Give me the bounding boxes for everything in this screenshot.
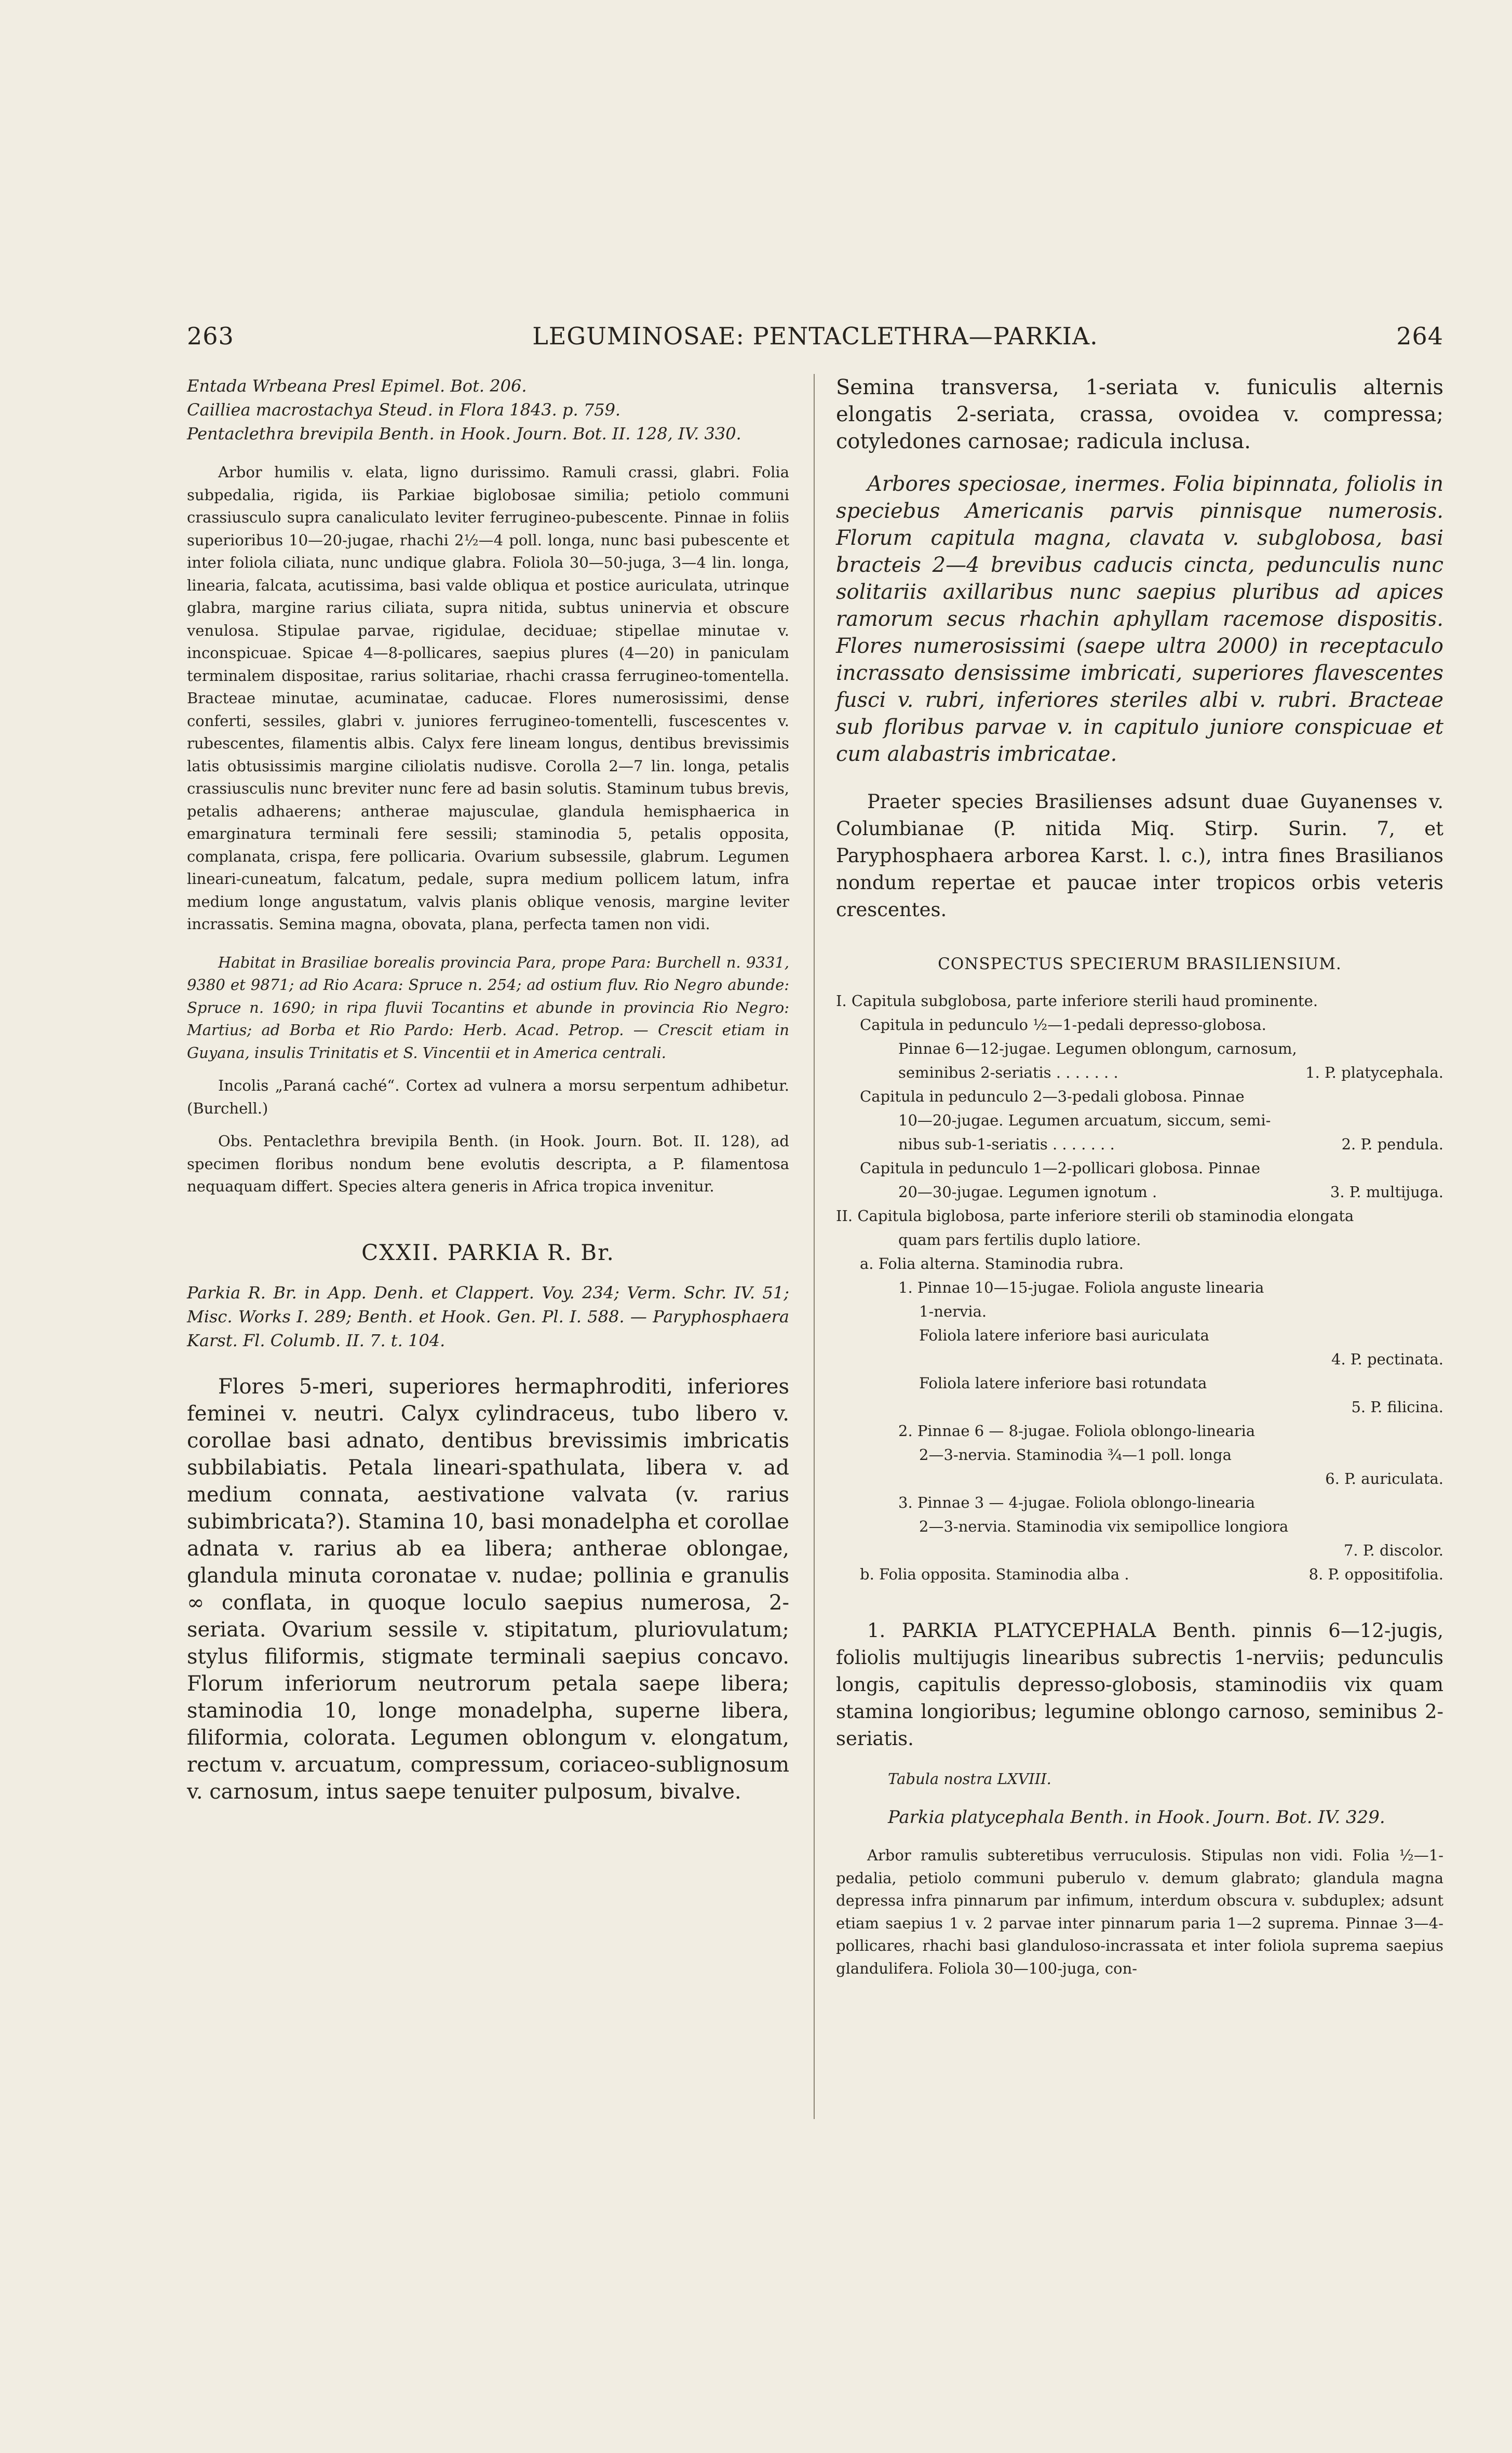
species-synonym: Parkia platycephala Benth. in Hook. Journ. Bot. IV. 329. <box>888 1806 1385 1828</box>
key-row <box>836 1084 1443 1108</box>
synonym-entry: Pentaclethra brevipila Benth. in Hook. Journ. Bot. II. 128, IV. 330. <box>187 424 741 444</box>
key-row <box>836 1514 1443 1538</box>
key-species-name: 7. P. discolor. <box>1343 1541 1443 1559</box>
key-species-name: 1. P. platycephala. <box>1305 1064 1443 1081</box>
plate-reference: Tabula nostra LXVIII. <box>888 1770 1051 1788</box>
key-text: Pinnae 6—12-jugae. Legumen oblongum, carnosum, <box>898 1040 1297 1057</box>
key-text: 2. Pinnae 6 — 8-jugae. Foliola oblongo-linearia <box>898 1422 1256 1440</box>
synonym-entry: Entada Wrbeana Presl Epimel. Bot. 206. <box>187 376 527 396</box>
key-text: 10—20-jugae. Legumen arcuatum, siccum, semi- <box>898 1111 1271 1129</box>
key-row <box>836 1371 1443 1395</box>
left-column <box>187 374 789 1805</box>
key-species-name: 4. P. pectinata. <box>1331 1350 1443 1368</box>
key-text <box>919 1541 924 1559</box>
running-title: LEGUMINOSAE: PENTACLETHRA—PARKIA. <box>532 322 1098 350</box>
right-column <box>836 374 1443 1980</box>
key-text: a. Folia alterna. Staminodia rubra. <box>860 1255 1124 1272</box>
key-row <box>836 1013 1443 1037</box>
key-species-name: 5. P. filicina. <box>1351 1398 1443 1416</box>
genus-description: Flores 5-meri, superiores hermaphroditi, inferiores feminei v. neutri. Calyx cylindraceus, tubo libero v. corollae basi adnato, dentibus brevissimis imbricatis subbilabiatis. Petala lineari-spathulata, libera v. ad medium connata, aestivatione valvata (v. rarius subimbricata?). Stamina 10, basi monadelpha et corollae adnata v. rarius ab ea libera; antherae oblongae, glandula minuta coronatae v. nudae; pollinia e granulis ∞ conflata, in quoque loculo saepius numerosa, 2-seriata. Ovarium sessile v. stipitatum, pluriovulatum; stylus filiformis, stigmate terminali saepius concavo. Florum inferiorum neutrorum petala saepe libera; staminodia 10, longe monadelpha, superne libera, filiformia, colorata. Legumen oblongum v. elongatum, rectum v. arcuatum, compressum, coriaceo-sublignosum v. carnosum, intus saepe tenuiter pulposum, bivalve. <box>187 1374 789 1804</box>
observation-note: Obs. Pentaclethra brevipila Benth. (in Hook. Journ. Bot. II. 128), ad specimen floribus nondum bene evolutis descripta, a P. filamentosa nequaquam differt. Species altera generis in Africa tropica invenitur. <box>187 1132 789 1195</box>
key-text: Capitula in pedunculo 1—2-pollicari globosa. Pinnae <box>860 1159 1261 1177</box>
key-row <box>836 1419 1443 1443</box>
key-text: 20—30-jugae. Legumen ignotum . <box>898 1183 1157 1201</box>
key-text: quam pars fertilis duplo latiore. <box>898 1231 1141 1249</box>
key-text <box>919 1350 924 1368</box>
key-row <box>836 989 1443 1013</box>
key-text: b. Folia opposita. Staminodia alba . <box>860 1565 1129 1583</box>
species-description: Arbor humilis v. elata, ligno durissimo. Ramuli crassi, glabri. Folia subpedalia, rigida, iis Parkiae biglobosae similia; petiolo communi crassiusculo supra canaliculato leviter ferrugineo-pubescente. Pinnae in foliis superioribus 10—20-jugae, rhachi 2½—4 poll. longa, nunc basi pubescente et inter foliola ciliata, nunc undique glabra. Foliola 30—50-juga, 3—4 lin. longa, linearia, falcata, acutissima, basi valde obliqua et postice auriculata, utrinque glabra, margine rarius ciliata, supra nitida, subtus uninervia et obscure venulosa. Stipulae parvae, rigidulae, deciduae; stipellae minutae v. inconspicuae. Spicae 4—8-pollicares, saepius plures (4—20) in paniculam terminalem dispositae, rarius solitariae, rhachi crassa ferrugineo-tomentella. Bracteae minutae, acuminatae, caducae. Flores numerosissimi, dense conferti, sessiles, glabri v. juniores ferrugineo-tomentelli, fuscescentes v. rubescentes, filamentis albis. Calyx fere lineam longus, dentibus brevissimis latis obtusissimis margine ciliolatis nudisve. Corolla 2—7 lin. longa, petalis crassiusculis nunc breviter nunc fere ad basin solutis. Staminum tubus brevis, petalis adhaerens; antherae majusculae, glandula hemisphaerica in emarginatura terminali fere sessili; staminodia 5, petalis opposita, complanata, crispa, fere pollicaria. Ovarium subsessile, glabrum. Legumen lineari-cuneatum, falcatum, pedale, supra medium pollicem latum, infra medium longe angustatum, valvis planis oblique venosis, margine leviter incrassatis. Semina magna, obovata, plana, perfecta tamen non vidi. <box>187 463 789 933</box>
page-number-right: 264 <box>1396 322 1443 350</box>
key-text: Foliola latere inferiore basi rotundata <box>919 1374 1207 1392</box>
synonym-list <box>187 374 789 446</box>
habitat-paragraph: Habitat in Brasiliae borealis provincia Para, prope Para: Burchell n. 9331, 9380 et 9871; ad Rio Acara: Spruce n. 254; ad ostium fluv. Rio Negro abunde: Spruce n. 1690; in ripa fluvii Tocantins et abunde in provincia Rio Negro: Martius; ad Borba et Rio Pardo: Herb. Acad. Petrop. — Crescit etiam in Guyana, insulis Trinitatis et S. Vincentii et in America centrali. <box>187 953 789 1062</box>
key-species-name: 8. P. oppositifolia. <box>1308 1565 1443 1583</box>
semina-paragraph: Semina transversa, 1-seriata v. funiculis alternis elongatis 2-seriata, crassa, ovoidea v. compressa; cotyledones carnosae; radicula inclusa. <box>836 376 1443 453</box>
key-row <box>836 1061 1443 1084</box>
key-row <box>836 1562 1443 1586</box>
column-divider <box>814 374 815 2119</box>
page-number-left: 263 <box>187 322 234 350</box>
key-row <box>836 1037 1443 1061</box>
species-key <box>836 989 1443 1586</box>
running-header <box>187 322 1443 358</box>
arbores-paragraph: Arbores speciosae, inermes. Folia bipinnata, foliolis in speciebus Americanis parvis pinnisque numerosis. Florum capitula magna, clavata v. subglobosa, basi bracteis 2—4 brevibus caducis cincta, pedunculis nunc solitariis axillaribus nunc saepius pluribus ad apices ramorum secus rhachin aphyllam racemose dispositis. Flores numerosissimi (saepe ultra 2000) in receptaculo incrassato densissime imbricati, superiores flavescentes fusci v. rubri, inferiores steriles albi v. rubri. Bracteae sub floribus parvae v. in capitulo juniore conspicuae et cum alabastris imbricatae. <box>836 472 1443 766</box>
key-row <box>836 1443 1443 1467</box>
key-text: nibus sub-1-seriatis . . . . . . . <box>898 1135 1115 1153</box>
species-heading: 1. PARKIA PLATYCEPHALA Benth. pinnis 6—12-jugis, foliolis multijugis linearibus subrectis 1-nerviis; pedunculis longis, capitulis depresso-globosis, staminodiis vix quam stamina longioribus; legumine oblongo carnoso, seminibus 2-seriatis. <box>836 1619 1443 1750</box>
key-text: 2—3-nervia. Staminodia vix semipollice longiora <box>919 1518 1289 1535</box>
key-text: 1-nervia. <box>919 1303 987 1320</box>
genus-heading: CXXII. PARKIA R. Br. <box>361 1239 615 1265</box>
key-row <box>836 1395 1443 1419</box>
key-text: I. Capitula subglobosa, parte inferiore sterili haud prominente. <box>836 992 1318 1010</box>
key-text: 2—3-nervia. Staminodia ¾—1 poll. longa <box>919 1446 1232 1464</box>
key-row <box>836 1228 1443 1252</box>
key-row <box>836 1491 1443 1514</box>
key-species-name: 2. P. pendula. <box>1341 1135 1443 1153</box>
key-species-name: 6. P. auriculata. <box>1325 1470 1443 1487</box>
key-row <box>836 1347 1443 1371</box>
species-description-right: Arbor ramulis subteretibus verruculosis. Stipulas non vidi. Folia ½—1-pedalia, petiolo communi puberulo v. demum glabrato; glandula magna depressa infra pinnarum par infimum, interdum obscura v. subduplex; adsunt etiam saepius 1 v. 2 parvae inter pinnarum paria 1—2 suprema. Pinnae 3—4-pollicares, rhachi basi glanduloso-incrassata et inter foliola suprema saepius glandulifera. Foliola 30—100-juga, con- <box>836 1846 1443 1977</box>
key-row <box>836 1299 1443 1323</box>
key-text: II. Capitula biglobosa, parte inferiore sterili ob staminodia elongata <box>836 1207 1354 1225</box>
key-text: Capitula in pedunculo ½—1-pedali depresso-globosa. <box>860 1016 1266 1034</box>
conspectus-title: CONSPECTUS SPECIERUM BRASILIENSIUM. <box>938 955 1342 973</box>
key-text: Foliola latere inferiore basi auriculata <box>919 1326 1209 1344</box>
key-row <box>836 1108 1443 1132</box>
key-row <box>836 1180 1443 1204</box>
key-row <box>836 1538 1443 1562</box>
key-row <box>836 1467 1443 1491</box>
key-text: Capitula in pedunculo 2—3-pedali globosa. Pinnae <box>860 1088 1245 1105</box>
key-text <box>919 1470 924 1487</box>
genus-references: Parkia R. Br. in App. Denh. et Clappert. Voy. 234; Verm. Schr. IV. 51; Misc. Works I. 289; Benth. et Hook. Gen. Pl. I. 588. — Paryphosphaera Karst. Fl. Columb. II. 7. t. 104. <box>187 1282 789 1350</box>
key-row <box>836 1132 1443 1156</box>
key-text: 1. Pinnae 10—15-jugae. Foliola anguste linearia <box>898 1279 1264 1296</box>
key-species-name: 3. P. multijuga. <box>1330 1183 1443 1201</box>
praeter-paragraph: Praeter species Brasilienses adsunt duae Guyanenses v. Columbianae (P. nitida Miq. Stirp. Surin. 7, et Paryphosphaera arborea Karst. l. c.), intra fines Brasilianos nondum repertae et paucae inter tropicos orbis veteris crescentes. <box>836 790 1443 921</box>
key-row <box>836 1156 1443 1180</box>
key-row <box>836 1276 1443 1299</box>
key-text: 3. Pinnae 3 — 4-jugae. Foliola oblongo-linearia <box>898 1494 1256 1511</box>
key-row <box>836 1204 1443 1228</box>
key-text <box>919 1398 924 1416</box>
key-text: seminibus 2-seriatis . . . . . . . <box>898 1064 1118 1081</box>
key-row <box>836 1252 1443 1276</box>
synonym-entry: Cailliea macrostachya Steud. in Flora 1843. p. 759. <box>187 400 621 420</box>
key-row <box>836 1323 1443 1347</box>
vernacular-note: Incolis „Paraná caché“. Cortex ad vulnera a morsu serpentum adhibetur. (Burchell.) <box>187 1077 789 1117</box>
